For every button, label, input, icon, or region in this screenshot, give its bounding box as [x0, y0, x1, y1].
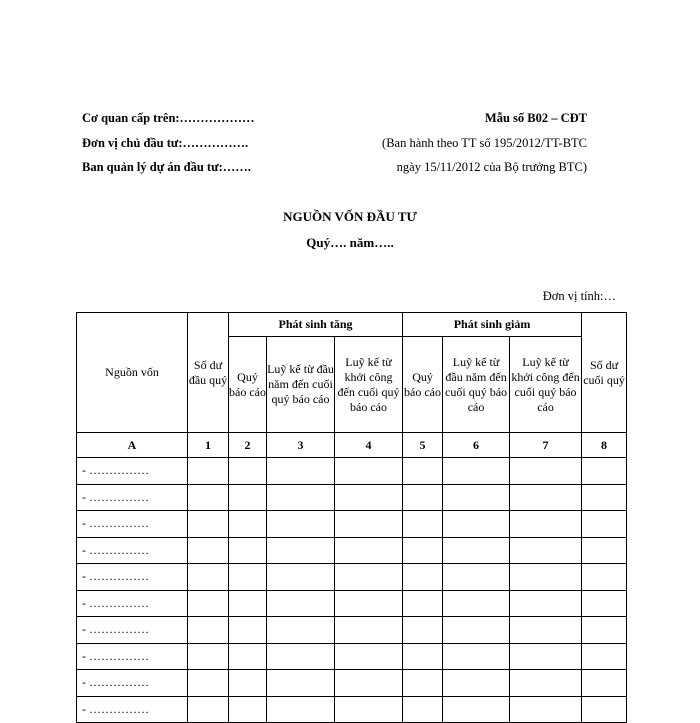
row-cell-col-6[interactable] — [443, 643, 510, 670]
row-cell-col-7[interactable] — [510, 670, 582, 697]
investor-unit-label: Đơn vị chủ đầu tư:……………. — [82, 136, 249, 150]
row-cell-col-1[interactable] — [188, 511, 229, 538]
row-cell-col-1[interactable] — [188, 617, 229, 644]
increase-quarter-header: Quý báo cáo — [229, 337, 267, 433]
row-cell-col-3[interactable] — [267, 511, 335, 538]
table-row — [77, 458, 627, 485]
row-cell-col-6[interactable] — [443, 617, 510, 644]
decrease-group-header: Phát sinh giảm — [403, 313, 582, 337]
row-cell-col-3[interactable] — [267, 590, 335, 617]
row-cell-col-4[interactable] — [335, 617, 403, 644]
table-row — [77, 617, 627, 644]
row-cell-col-8[interactable] — [582, 590, 627, 617]
row-cell-col-1[interactable] — [188, 484, 229, 511]
row-cell-col-3[interactable] — [267, 670, 335, 697]
col-number-4: 4 — [335, 433, 403, 458]
row-cell-col-3[interactable] — [267, 458, 335, 485]
row-cell-col-2[interactable] — [229, 458, 267, 485]
row-source-name: - …………… — [77, 696, 188, 723]
row-source-name: - …………… — [77, 670, 188, 697]
row-cell-col-2[interactable] — [229, 617, 267, 644]
row-cell-col-7[interactable] — [510, 537, 582, 564]
col-source-header: Nguồn vốn — [77, 313, 188, 433]
col-number-8: 8 — [582, 433, 627, 458]
row-cell-col-8[interactable] — [582, 537, 627, 564]
table-row — [77, 484, 627, 511]
row-cell-col-6[interactable] — [443, 511, 510, 538]
row-cell-col-6[interactable] — [443, 484, 510, 511]
row-cell-col-1[interactable] — [188, 590, 229, 617]
row-source-name: - …………… — [77, 643, 188, 670]
row-cell-col-4[interactable] — [335, 537, 403, 564]
project-board-label: Ban quản lý dự án đầu tư:……. — [82, 160, 251, 174]
col-closing-header: Số dư cuối quý — [582, 313, 627, 433]
row-cell-col-5[interactable] — [403, 643, 443, 670]
decrease-quarter-header: Quý báo cáo — [403, 337, 443, 433]
row-cell-col-2[interactable] — [229, 511, 267, 538]
row-source-name: - …………… — [77, 458, 188, 485]
row-cell-col-4[interactable] — [335, 643, 403, 670]
row-cell-col-3[interactable] — [267, 643, 335, 670]
row-cell-col-7[interactable] — [510, 643, 582, 670]
row-cell-col-7[interactable] — [510, 458, 582, 485]
col-number-3: 3 — [267, 433, 335, 458]
table-row — [77, 590, 627, 617]
row-cell-col-4[interactable] — [335, 590, 403, 617]
row-cell-col-3[interactable] — [267, 564, 335, 591]
row-cell-col-5[interactable] — [403, 670, 443, 697]
decrease-cumulative-header: Luỹ kế từ khởi công đến cuối quý báo cáo — [510, 337, 582, 433]
row-cell-col-1[interactable] — [188, 458, 229, 485]
table-row — [77, 511, 627, 538]
row-source-name: - …………… — [77, 537, 188, 564]
row-cell-col-5[interactable] — [403, 564, 443, 591]
row-cell-col-4[interactable] — [335, 458, 403, 485]
row-cell-col-2[interactable] — [229, 590, 267, 617]
row-cell-col-6[interactable] — [443, 458, 510, 485]
row-cell-col-5[interactable] — [403, 537, 443, 564]
col-number-a: A — [77, 433, 188, 458]
row-cell-col-7[interactable] — [510, 511, 582, 538]
row-cell-col-1[interactable] — [188, 670, 229, 697]
row-cell-col-2[interactable] — [229, 670, 267, 697]
table-row — [77, 564, 627, 591]
row-cell-col-6[interactable] — [443, 537, 510, 564]
decrease-ytd-header: Luỹ kế từ đầu năm đến cuối quý báo cáo — [443, 337, 510, 433]
row-cell-col-4[interactable] — [335, 564, 403, 591]
row-cell-col-7[interactable] — [510, 484, 582, 511]
row-cell-col-4[interactable] — [335, 511, 403, 538]
row-source-name: - …………… — [77, 511, 188, 538]
row-cell-col-4[interactable] — [335, 484, 403, 511]
row-cell-col-5[interactable] — [403, 590, 443, 617]
row-cell-col-8[interactable] — [582, 458, 627, 485]
row-source-name: - …………… — [77, 564, 188, 591]
row-cell-col-1[interactable] — [188, 537, 229, 564]
row-cell-col-8[interactable] — [582, 617, 627, 644]
row-cell-col-7[interactable] — [510, 617, 582, 644]
col-number-1: 1 — [188, 433, 229, 458]
table-row — [77, 537, 627, 564]
table-row — [77, 670, 627, 697]
col-number-2: 2 — [229, 433, 267, 458]
row-source-name: - …………… — [77, 617, 188, 644]
col-number-7: 7 — [510, 433, 582, 458]
report-period: Quý…. năm….. — [306, 235, 394, 250]
row-cell-col-1[interactable] — [188, 564, 229, 591]
row-cell-col-3[interactable] — [267, 617, 335, 644]
increase-ytd-header: Luỹ kế từ đầu năm đến cuối quý báo cáo — [267, 337, 335, 433]
row-cell-col-6[interactable] — [443, 590, 510, 617]
row-cell-col-8[interactable] — [582, 484, 627, 511]
row-cell-col-8[interactable] — [582, 564, 627, 591]
capital-sources-table — [76, 312, 627, 723]
row-cell-col-2[interactable] — [229, 537, 267, 564]
issuance-date: ngày 15/11/2012 của Bộ trưởng BTC) — [396, 160, 587, 174]
row-cell-col-5[interactable] — [403, 511, 443, 538]
row-cell-col-5[interactable] — [403, 617, 443, 644]
row-cell-col-8[interactable] — [582, 511, 627, 538]
row-cell-col-8[interactable] — [582, 670, 627, 697]
form-number: Mẫu số B02 – CĐT — [484, 111, 587, 125]
row-cell-col-8[interactable] — [582, 643, 627, 670]
row-cell-col-2[interactable] — [229, 564, 267, 591]
row-cell-col-5[interactable] — [403, 484, 443, 511]
row-cell-col-1[interactable] — [188, 643, 229, 670]
row-cell-col-6[interactable] — [443, 670, 510, 697]
report-title: NGUỒN VỐN ĐẦU TƯ — [283, 209, 417, 224]
col-number-6: 6 — [443, 433, 510, 458]
increase-group-header: Phát sinh tăng — [229, 313, 403, 337]
row-cell-col-2[interactable] — [229, 484, 267, 511]
row-cell-col-5[interactable] — [403, 458, 443, 485]
row-source-name: - …………… — [77, 590, 188, 617]
row-cell-col-3[interactable] — [267, 537, 335, 564]
row-cell-col-7[interactable] — [510, 590, 582, 617]
row-cell-col-4[interactable] — [335, 670, 403, 697]
row-cell-col-3[interactable] — [267, 484, 335, 511]
col-opening-header: Số dư đầu quý — [188, 313, 229, 433]
issuance-note: (Ban hành theo TT số 195/2012/TT-BTC — [382, 136, 587, 150]
row-source-name: - …………… — [77, 484, 188, 511]
table-row — [77, 643, 627, 670]
row-cell-col-7[interactable] — [510, 564, 582, 591]
row-cell-col-6[interactable] — [443, 564, 510, 591]
col-number-5: 5 — [403, 433, 443, 458]
table-body — [77, 458, 627, 723]
increase-cumulative-header: Luỹ kế từ khởi công đến cuối quý báo cáo — [335, 337, 403, 433]
row-cell-col-2[interactable] — [229, 643, 267, 670]
unit-label: Đơn vị tính:… — [542, 289, 616, 303]
parent-agency-label: Cơ quan cấp trên:……………… — [82, 111, 255, 125]
